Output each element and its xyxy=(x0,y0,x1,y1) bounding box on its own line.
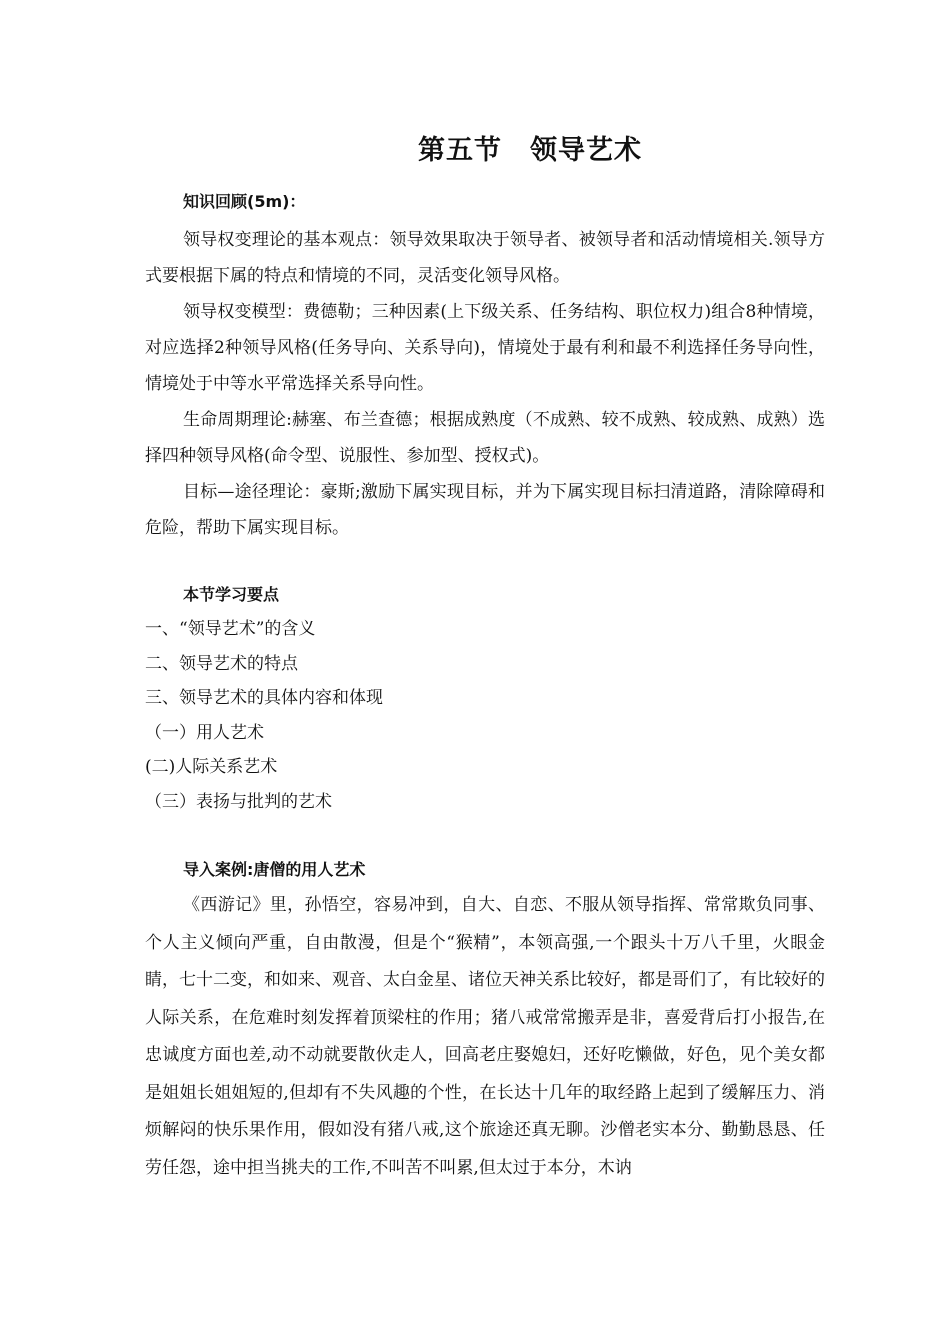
review-paragraph-1: 领导权变理论的基本观点：领导效果取决于领导者、被领导者和活动情境相关.领导方式要根据下属的特点和情境的不同，灵活变化领导风格。 xyxy=(145,230,825,286)
key-point-item: 二、领导艺术的特点 xyxy=(145,653,298,674)
key-point-subitem: （一）用人艺术 xyxy=(145,722,264,743)
key-points-section xyxy=(145,578,825,819)
page-title: 第五节 领导艺术 xyxy=(418,135,642,166)
key-point-item: 一、“领导艺术”的含义 xyxy=(145,619,316,639)
key-points-heading: 本节学习要点 xyxy=(183,585,280,604)
review-paragraph-3: 生命周期理论:赫塞、布兰查德；根据成熟度（不成熟、较不成熟、较成熟、成熟）选择四种领导风格(命令型、说服性、参加型、授权式)。 xyxy=(145,410,825,466)
review-paragraph-2: 领导权变模型：费德勒；三种因素(上下级关系、任务结构、职位权力)组合8种情境，对应选择2种领导风格(任务导向、关系导向)，情境处于最有利和最不利选择任务导向性，情境处于中等水平常选择关系导向性。 xyxy=(145,302,825,394)
review-section xyxy=(145,188,825,546)
key-point-subitem: (二)人际关系艺术 xyxy=(145,757,278,777)
review-paragraph-4: 目标—途径理论：豪斯;激励下属实现目标，并为下属实现目标扫清道路，清除障碍和危险，帮助下属实现目标。 xyxy=(145,482,825,538)
case-section xyxy=(145,853,825,1187)
review-heading: 知识回顾(5m)： xyxy=(183,192,306,211)
case-heading: 导入案例:唐僧的用人艺术 xyxy=(183,860,366,879)
case-paragraph: 《西游记》里，孙悟空，容易冲到，自大、自恋、不服从领导指挥、常常欺负同事、个人主义倾向严重，自由散漫，但是个“猴精”，本领高强,一个跟头十万八千里，火眼金睛，七十二变，和如来、观音、太白金星、诸位天神关系比较好，都是哥们了，有比较好的人际关系，在危难时刻发挥着顶梁柱的作用；猪八戒常常搬弄是非，喜爱背后打小报告,在忠诚度方面也差,动不动就要散伙走人，回高老庄娶媳妇，还好吃懒做，好色，见个美女都是姐姐长姐姐短的,但却有不失风趣的个性，在长达十几年的取经路上起到了缓解压力、消烦解闷的快乐果作用，假如没有猪八戒,这个旅途还真无聊。沙僧老实本分、勤勤恳恳、任劳任怨，途中担当挑夫的工作,不叫苦不叫累,但太过于本分，木讷 xyxy=(145,895,825,1178)
key-point-item: 三、领导艺术的具体内容和体现 xyxy=(145,688,383,708)
key-point-subitem: （三）表扬与批判的艺术 xyxy=(145,791,332,812)
